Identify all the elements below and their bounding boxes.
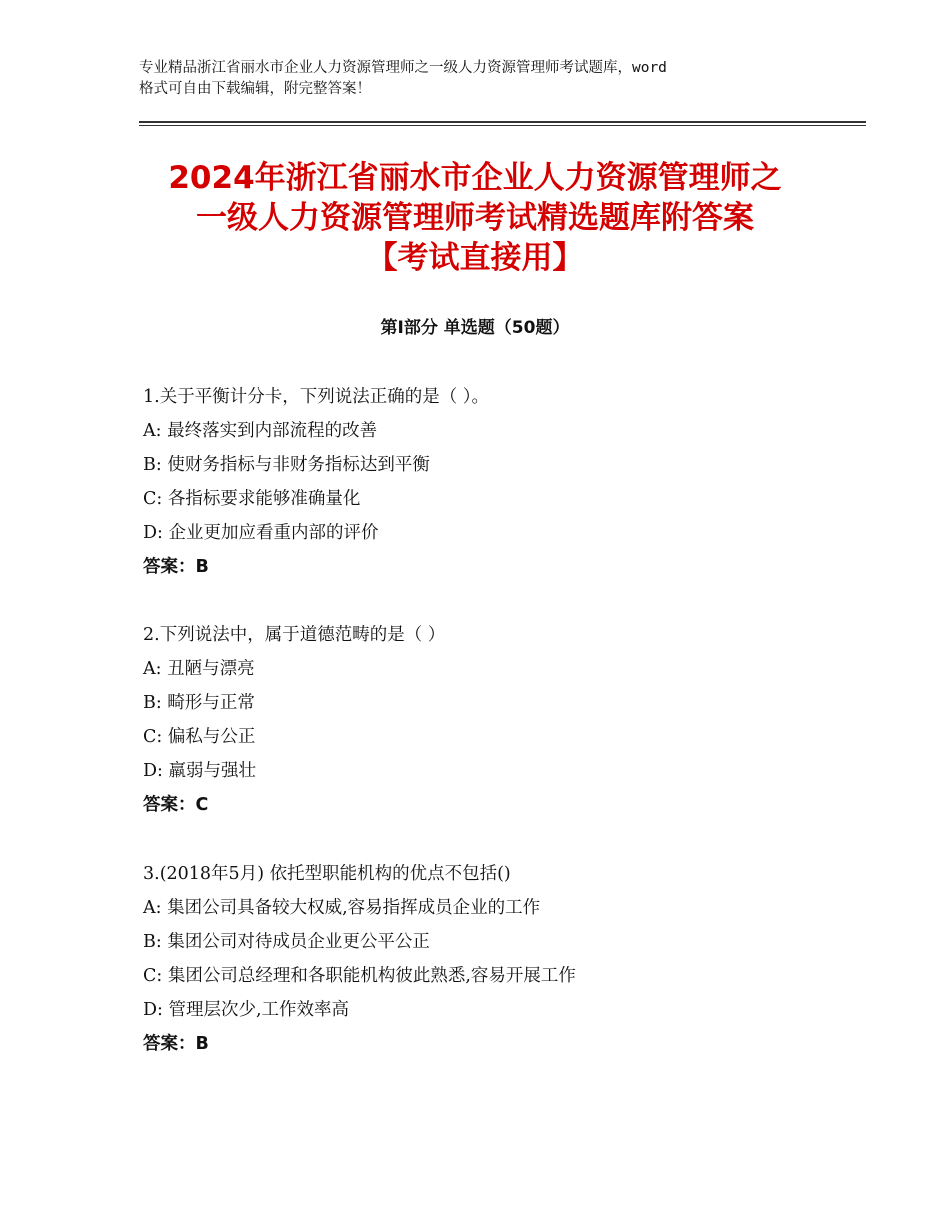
- option-b: B: 集团公司对待成员企业更公平公正: [143, 932, 430, 952]
- answer-label: 答案：B: [143, 557, 209, 577]
- option-c: C: 偏私与公正: [143, 727, 256, 747]
- section-heading: 第Ⅰ部分 单选题（50题）: [380, 318, 570, 338]
- option-c: C: 各指标要求能够准确量化: [143, 489, 361, 509]
- option-d: D: 管理层次少,工作效率高: [143, 1000, 350, 1020]
- header-divider-thick: [139, 121, 866, 123]
- question-stem: 1.关于平衡计分卡，下列说法正确的是（ ）。: [143, 387, 490, 407]
- header-note-line-1: 专业精品浙江省丽水市企业人力资源管理师之一级人力资源管理师考试题库，word: [139, 60, 667, 76]
- option-b: B: 使财务指标与非财务指标达到平衡: [143, 455, 430, 475]
- question-block: [143, 380, 843, 584]
- title-line-3: 【考试直接用】: [366, 240, 584, 276]
- answer-label: 答案：C: [143, 795, 209, 815]
- option-b: B: 畸形与正常: [143, 693, 255, 713]
- question-block: [143, 618, 843, 822]
- document-header-note: [139, 58, 829, 100]
- header-note-line-2: 格式可自由下载编辑，附完整答案！: [139, 81, 371, 97]
- question-stem: 3.(2018年5月) 依托型职能机构的优点不包括(): [143, 864, 511, 884]
- question-block: [143, 857, 843, 1061]
- header-divider-thin: [139, 125, 866, 126]
- option-a: A: 丑陋与漂亮: [143, 659, 255, 679]
- title-line-2: 一级人力资源管理师考试精选题库附答案: [196, 200, 754, 236]
- question-stem: 2.下列说法中，属于道德范畴的是（ ）: [143, 625, 446, 645]
- answer-label: 答案：B: [143, 1034, 209, 1054]
- option-d: D: 羸弱与强壮: [143, 761, 256, 781]
- title-line-1: 2024年浙江省丽水市企业人力资源管理师之: [168, 160, 782, 196]
- option-a: A: 集团公司具备较大权威,容易指挥成员企业的工作: [143, 898, 541, 918]
- document-title: [60, 158, 890, 278]
- option-d: D: 企业更加应看重内部的评价: [143, 523, 379, 543]
- option-a: A: 最终落实到内部流程的改善: [143, 421, 378, 441]
- option-c: C: 集团公司总经理和各职能机构彼此熟悉,容易开展工作: [143, 966, 576, 986]
